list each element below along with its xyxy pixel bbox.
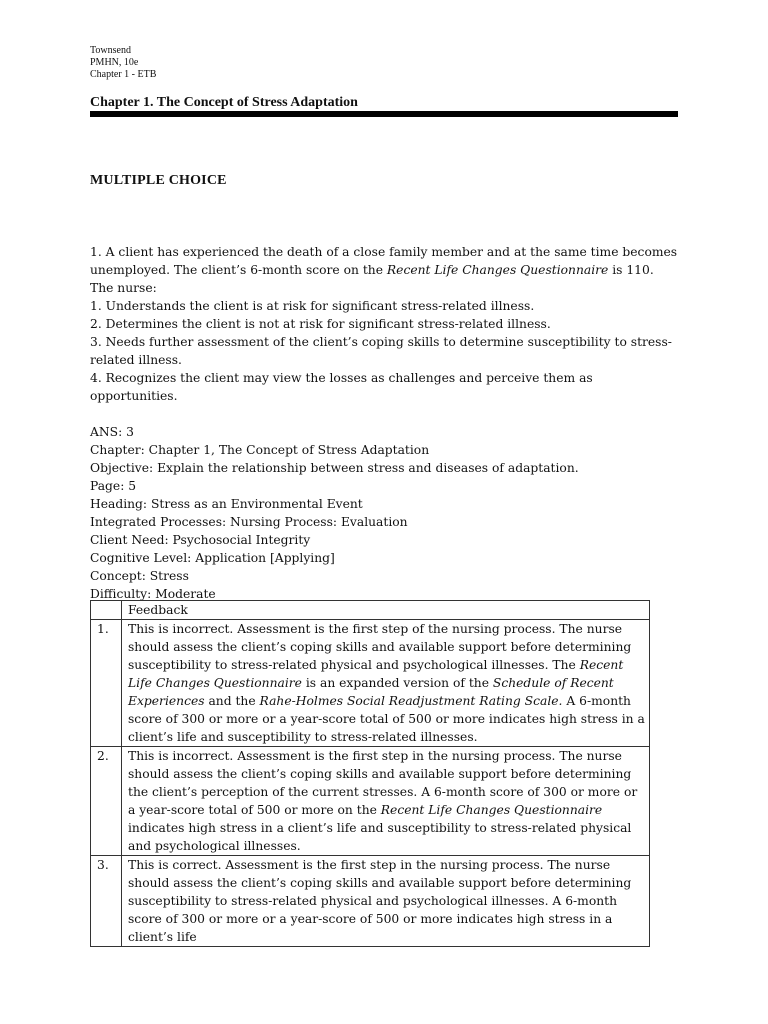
section-title: MULTIPLE CHOICE [90,173,227,188]
meta-integrated-processes: Integrated Processes: Nursing Process: Evaluation [90,515,408,529]
row-number: 2. [91,747,122,856]
meta-objective: Objective: Explain the relationship between stress and diseases of adaptation. [90,461,579,475]
question-block [90,243,680,603]
table-row [91,601,650,620]
meta-heading: Heading: Stress as an Environmental Event [90,497,363,511]
feedback-header: Feedback [122,601,650,620]
meta-page: Page: 5 [90,479,137,493]
meta-difficulty: Difficulty: Moderate [90,587,216,601]
title-rule [90,111,678,117]
feedback-table [90,600,650,947]
option-1: 1. Understands the client is at risk for significant stress-related illness. [90,299,535,313]
feedback-text: This is correct. Assessment is the first step in the nursing process. The nurse should assess the client’s coping skills and available support before determining susceptibility to stress-related physical and psychological illnesses. A 6-month score of 300 or more or a year-score of 500 or more indicates high stress in a client’s life [122,856,650,947]
table-row [91,620,650,747]
chapter-code-line: Chapter 1 - ETB [90,69,157,80]
document-header [90,45,156,81]
book-line: PMHN, 10e [90,57,139,68]
meta-chapter: Chapter: Chapter 1, The Concept of Stress Adaptation [90,443,430,457]
option-3: 3. Needs further assessment of the client’s coping skills to determine susceptibility to stress-related illness. [90,335,672,367]
questionnaire-name: Recent Life Changes Questionnaire [386,263,609,277]
question-stem: 1. A client has experienced the death of a close family member and at the same time becomes unemployed. The client’s 6-month score on the Recent Life Changes Questionnaire is 110. The nurse: [90,245,678,295]
answer: ANS: 3 [90,425,134,439]
feedback-text: This is incorrect. Assessment is the first step in the nursing process. The nurse should assess the client’s coping skills and available support before determining the client’s perception of the current stresses. A 6-month score of 300 or more or a year-score total of 500 or more on the Recent Life Changes Questionnaire indicates high stress in a client’s life and susceptibility to stress-related physical and psychological illnesses. [122,747,650,856]
chapter-title: Chapter 1. The Concept of Stress Adaptation [90,95,358,110]
row-number: 1. [91,620,122,747]
option-2: 2. Determines the client is not at risk for significant stress-related illness. [90,317,551,331]
meta-client-need: Client Need: Psychosocial Integrity [90,533,311,547]
row-number: 3. [91,856,122,947]
table-row [91,856,650,947]
option-4: 4. Recognizes the client may view the losses as challenges and perceive them as opportunities. [90,371,593,403]
meta-concept: Concept: Stress [90,569,189,583]
meta-cognitive-level: Cognitive Level: Application [Applying] [90,551,335,565]
feedback-text: This is incorrect. Assessment is the first step of the nursing process. The nurse should assess the client’s coping skills and available support before determining susceptibility to stress-related physical and psychological illnesses. The Recent Life Changes Questionnaire is an expanded version of the Schedule of Recent Experiences and the Rahe-Holmes Social Readjustment Rating Scale. A 6-month score of 300 or more or a year-score total of 500 or more indicates high stress in a client’s life and susceptibility to stress-related illnesses. [122,620,650,747]
author-line: Townsend [90,45,131,56]
table-row [91,747,650,856]
